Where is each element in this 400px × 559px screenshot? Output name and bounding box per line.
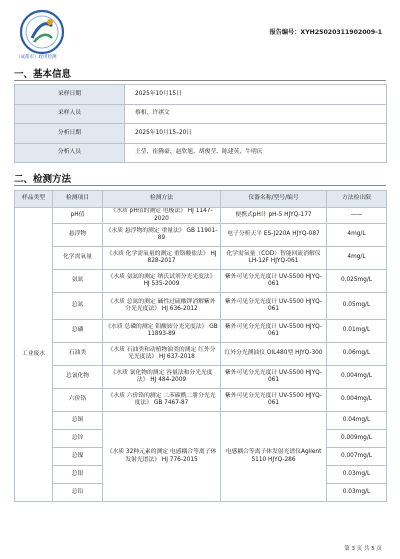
table-row — [15, 247, 387, 270]
table-row — [15, 293, 387, 320]
test-item: 总铅 — [53, 484, 103, 502]
instrument: 红外分光测油仪 OIL480型 HJYQ-300 — [221, 343, 327, 366]
detection-limit: 4mg/L — [327, 224, 387, 247]
info-row — [15, 85, 387, 105]
info-value: 2025年10月15日 — [125, 85, 387, 105]
table-row — [15, 320, 387, 343]
test-method: 《水质 32种元素的测定 电感耦合等离子体发射光谱法》 HJ 776-2015 — [103, 412, 221, 502]
company-logo-icon — [18, 8, 66, 56]
instrument: 便携式pH计 pH-5 HJYQ-177 — [221, 208, 327, 224]
test-method: 《水质 氨氮的测定 纳氏试剂分光光度法》 HJ 535-2009 — [103, 270, 221, 293]
table-row — [15, 389, 387, 412]
info-value: 2025年10月15–20日 — [125, 124, 387, 144]
basic-info-table — [14, 84, 387, 163]
table-row — [15, 343, 387, 366]
test-item: 总镍 — [53, 448, 103, 466]
instrument: 紫外可见分光光度计 UV-5500 HJYQ-061 — [221, 293, 327, 320]
table-row — [15, 208, 387, 224]
table-row — [15, 366, 387, 389]
column-header: 检测项目 — [53, 191, 103, 208]
test-item: 六价铬 — [53, 389, 103, 412]
test-method: 《水质 总氮的测定 碱性过硫酸钾消解紫外分光光度法》 HJ 636-2012 — [103, 293, 221, 320]
detection-limit: 4mg/L — [327, 247, 387, 270]
test-method: 《水质 pH值的测定 电极法》 HJ 1147-2020 — [103, 208, 221, 224]
test-item: 石油类 — [53, 343, 103, 366]
detection-limit: 0.03mg/L — [327, 466, 387, 484]
test-item: 化学需氧量 — [53, 247, 103, 270]
section-divider — [14, 185, 386, 186]
detection-limit: 0.004mg/L — [327, 389, 387, 412]
table-row — [15, 224, 387, 247]
column-header: 方法检出限 — [327, 191, 387, 208]
test-method: 《水质 六价铬的测定 二苯碳酰二肼分光光度法》 GB 7467-87 — [103, 389, 221, 412]
instrument: 电感耦合等离子体发射光谱仪Agilent 5110 HJYQ-286 — [221, 412, 327, 502]
detection-limit: 0.05mg/L — [327, 293, 387, 320]
detection-limit: 0.009mg/L — [327, 430, 387, 448]
test-item: pH值 — [53, 208, 103, 224]
report-number: 报告编号：XYH25020311902009-1 — [269, 29, 382, 36]
detection-limit: 0.025mg/L — [327, 270, 387, 293]
detection-limit: 0.004mg/L — [327, 366, 387, 389]
section-basic-info-title: 一、基本信息 — [14, 69, 72, 80]
info-row — [15, 143, 387, 163]
section-methods-title: 二、检测方法 — [14, 174, 72, 185]
test-method: 《水质 化学需氧量的测定 重铬酸盐法》 HJ 828-2017 — [103, 247, 221, 270]
info-value: 王莹、崔腾豪、赵欣旭、胡俊莹、陈建英、牛明庆 — [125, 143, 387, 163]
info-label: 分析人员 — [15, 143, 125, 163]
test-item: 总氰化物 — [53, 366, 103, 389]
test-item: 总氮 — [53, 293, 103, 320]
column-header: 仪器名称/型号/编号 — [221, 191, 327, 208]
test-item: 悬浮物 — [53, 224, 103, 247]
test-item: 总锌 — [53, 430, 103, 448]
instrument: 紫外可见分光光度计 UV-5500 HJYQ-061 — [221, 270, 327, 293]
page-number: 第 3 页 共 5 页 — [344, 546, 382, 552]
test-item: 总铜 — [53, 412, 103, 430]
detection-limit: —— — [327, 208, 387, 224]
instrument: 紫外可见分光光度计 UV-5500 HJYQ-061 — [221, 366, 327, 389]
table-row — [15, 412, 387, 430]
detection-limit: 0.01mg/L — [327, 320, 387, 343]
info-row — [15, 104, 387, 124]
instrument: 紫外可见分光光度计 UV-5500 HJYQ-061 — [221, 389, 327, 412]
test-method: 《水质 氰化物的测定 容量法和分光光度法》 HJ 484-2009 — [103, 366, 221, 389]
test-item: 总磷 — [53, 320, 103, 343]
column-header: 样品类型 — [15, 191, 53, 208]
detection-limit: 0.03mg/L — [327, 484, 387, 502]
column-header: 检测方法 — [103, 191, 221, 208]
info-row — [15, 124, 387, 144]
test-item: 总银 — [53, 466, 103, 484]
instrument: 化学需氧量（COD）智能回流消解仪LH-12F HJYQ-061 — [221, 247, 327, 270]
report-header — [0, 0, 400, 64]
section-divider — [14, 80, 386, 81]
table-row — [15, 270, 387, 293]
logo-caption: （成都市）政用检测 — [16, 55, 57, 60]
info-label: 采样人员 — [15, 104, 125, 124]
detection-limit: 0.04mg/L — [327, 412, 387, 430]
info-label: 分析日期 — [15, 124, 125, 144]
sample-type: 工业废水 — [15, 208, 53, 502]
methods-table — [14, 190, 387, 502]
info-label: 采样日期 — [15, 85, 125, 105]
info-value: 蔡相、许祺文 — [125, 104, 387, 124]
test-item: 氨氮 — [53, 270, 103, 293]
instrument: 紫外可见分光光度计 UV-5500 HJYQ-061 — [221, 320, 327, 343]
detection-limit: 0.06mg/L — [327, 343, 387, 366]
instrument: 电子分析天平 ES-J220A HJYQ-087 — [221, 224, 327, 247]
detection-limit: 0.007mg/L — [327, 448, 387, 466]
test-method: 《水质 石油类和动植物油类的测定 红外分光光度法》 HJ 637-2018 — [103, 343, 221, 366]
test-method: 《水质 总磷的测定 钼酸铵分光光度法》 GB 11893-89 — [103, 320, 221, 343]
test-method: 《水质 悬浮物的测定 重量法》 GB 11901-89 — [103, 224, 221, 247]
